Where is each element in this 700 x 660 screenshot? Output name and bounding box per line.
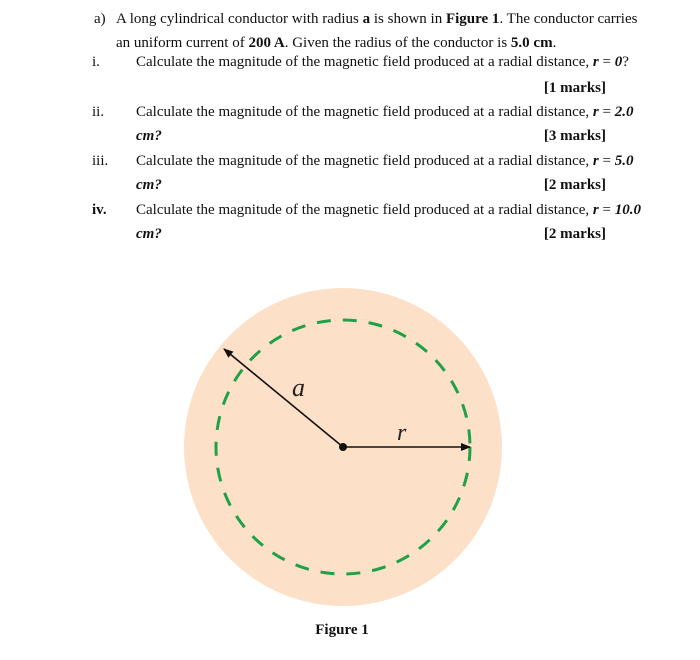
intro-radius-symbol: a [362, 11, 371, 27]
part-ii-var: r [592, 104, 599, 120]
part-iv-value: 10.0 [614, 202, 641, 218]
part-iii-number: iii. [92, 153, 109, 169]
part-iv-prompt: Calculate the magnitude of the magnetic field produced at a radial distance, [136, 202, 593, 218]
part-ii-prompt: Calculate the magnitude of the magnetic field produced at a radial distance, [136, 104, 593, 120]
label-r: r [397, 420, 407, 446]
part-ii-number: ii. [92, 104, 105, 120]
part-i-number: i. [92, 54, 100, 70]
intro-current-value: 200 A [248, 35, 285, 51]
part-iv-eq: = [598, 202, 615, 218]
part-ii-marks: [3 marks] [543, 128, 606, 144]
part-iii-unit: cm? [136, 177, 162, 193]
part-iii-var: r [592, 153, 599, 169]
part-iv-unit: cm? [136, 226, 162, 242]
label-a: a [292, 373, 305, 402]
part-i-value: 0 [614, 54, 623, 70]
part-iv-number: iv. [92, 202, 107, 218]
intro-text-1: A long cylindrical conductor with radius [116, 11, 363, 27]
part-iii-marks: [2 marks] [543, 177, 606, 193]
part-ii-eq: = [598, 104, 615, 120]
part-iv-marks: [2 marks] [543, 226, 606, 242]
intro-radius-value: 5.0 cm [510, 35, 553, 51]
intro-figure-ref: Figure 1 [445, 11, 500, 27]
part-i-tail: ? [622, 54, 629, 70]
part-i-prompt: Calculate the magnitude of the magnetic field produced at a radial distance, [136, 54, 593, 70]
center-dot [339, 443, 347, 451]
part-ii-value: 2.0 [614, 104, 634, 120]
part-iii-prompt: Calculate the magnitude of the magnetic field produced at a radial distance, [136, 153, 593, 169]
intro-text-5: . Given the radius of the conductor is [284, 35, 511, 51]
intro-text-6: . [552, 35, 557, 51]
figure-caption: Figure 1 [315, 622, 369, 638]
intro-text-4: an uniform current of [116, 35, 249, 51]
part-iii-eq: = [598, 153, 615, 169]
question-label: a) [94, 11, 106, 27]
part-i-marks: [1 marks] [543, 80, 606, 96]
part-iii-value: 5.0 [614, 153, 634, 169]
part-i-eq: = [598, 54, 615, 70]
intro-text-3: . The conductor carries [499, 11, 638, 27]
part-i-var: r [592, 54, 599, 70]
intro-text-2: is shown in [370, 11, 446, 27]
part-ii-unit: cm? [136, 128, 162, 144]
part-iv-var: r [592, 202, 599, 218]
